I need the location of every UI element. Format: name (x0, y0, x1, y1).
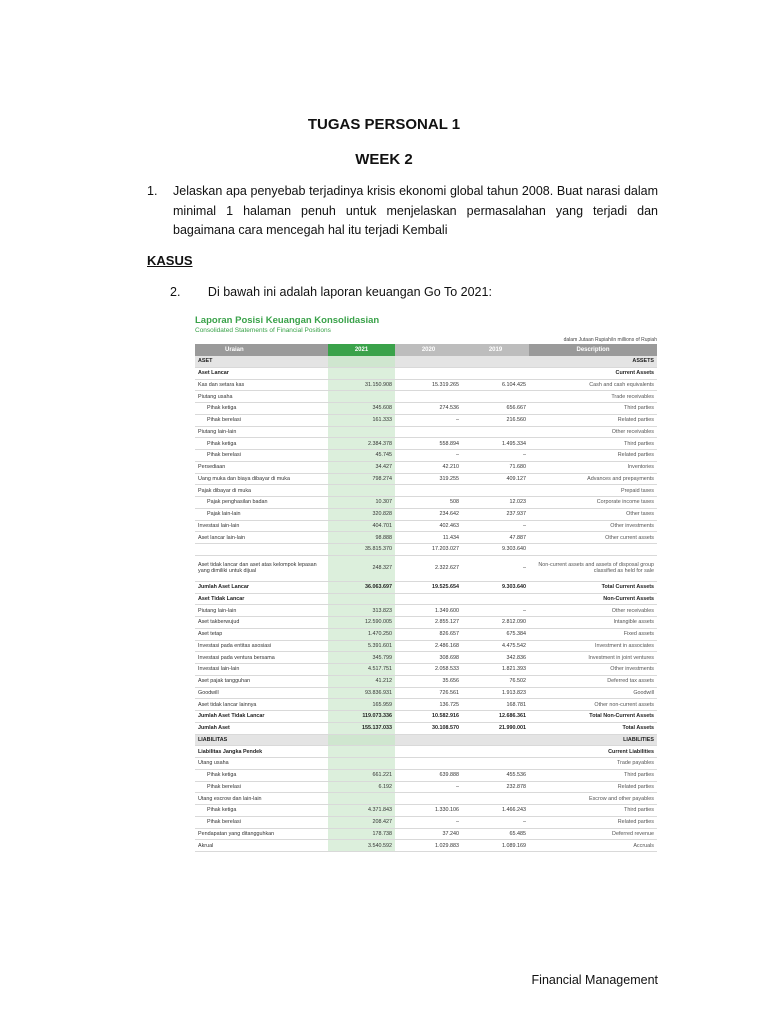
table-row (195, 367, 657, 379)
value-2020: 308.698 (395, 652, 462, 664)
value-2021 (328, 593, 395, 605)
row-description: Inventories (529, 461, 657, 473)
row-label: Pihak berelasi (195, 781, 328, 793)
value-2019: 65.485 (462, 828, 529, 840)
value-2019: – (462, 555, 529, 581)
row-label: Pihak ketiga (195, 769, 328, 781)
table-row (195, 485, 657, 497)
row-description: Accruals (529, 840, 657, 852)
row-description: Other investments (529, 664, 657, 676)
week-heading: WEEK 2 (355, 151, 413, 168)
value-2021: 5.391.601 (328, 640, 395, 652)
row-label: Pihak ketiga (195, 403, 328, 415)
value-2021: 41.212 (328, 675, 395, 687)
table-row (195, 605, 657, 617)
row-label: Jumlah Aset (195, 722, 328, 734)
value-2019 (462, 758, 529, 770)
table-row (195, 403, 657, 415)
table-row (195, 555, 657, 581)
row-description: Non-Current Assets (529, 593, 657, 605)
row-label: Kas dan setara kas (195, 379, 328, 391)
row-label: Akrual (195, 840, 328, 852)
row-label: Aset lancar lain-lain (195, 532, 328, 544)
value-2019: – (462, 450, 529, 462)
row-description: Total Current Assets (529, 581, 657, 593)
value-2019: 1.495.334 (462, 438, 529, 450)
value-2020 (395, 593, 462, 605)
value-2019: 12.686.361 (462, 711, 529, 723)
report-subtitle: Consolidated Statements of Financial Positions (195, 327, 331, 334)
value-2019: 216.560 (462, 414, 529, 426)
value-2019 (462, 426, 529, 438)
table-header-row (195, 344, 657, 356)
row-description (529, 544, 657, 556)
row-label (195, 544, 328, 556)
value-2019 (462, 734, 529, 746)
value-2021: 98.888 (328, 532, 395, 544)
value-2019: – (462, 520, 529, 532)
value-2020: – (395, 414, 462, 426)
value-2019: 656.667 (462, 403, 529, 415)
table-row (195, 461, 657, 473)
row-label: Pajak penghasilan badan (195, 497, 328, 509)
value-2020: 17.203.027 (395, 544, 462, 556)
value-2020: 558.894 (395, 438, 462, 450)
header-2019: 2019 (462, 344, 529, 356)
row-description: Third parties (529, 438, 657, 450)
value-2021: 661.221 (328, 769, 395, 781)
value-2021 (328, 485, 395, 497)
row-label: Pihak ketiga (195, 438, 328, 450)
value-2021: 6.192 (328, 781, 395, 793)
row-description: Other taxes (529, 508, 657, 520)
kasus-heading: KASUS (147, 253, 193, 268)
value-2021: 178.738 (328, 828, 395, 840)
row-label: LIABILITAS (195, 734, 328, 746)
value-2019: 342.836 (462, 652, 529, 664)
value-2020 (395, 391, 462, 403)
value-2019: 168.781 (462, 699, 529, 711)
value-2021: 45.745 (328, 450, 395, 462)
table-row (195, 793, 657, 805)
value-2021: 4.517.751 (328, 664, 395, 676)
value-2020: 30.108.570 (395, 722, 462, 734)
value-2020: – (395, 450, 462, 462)
row-label: Utang usaha (195, 758, 328, 770)
header-description: Description (529, 344, 657, 356)
value-2020: – (395, 781, 462, 793)
row-description: Related parties (529, 781, 657, 793)
table-row (195, 508, 657, 520)
row-label: Investasi lain-lain (195, 520, 328, 532)
header-2021: 2021 (328, 344, 395, 356)
value-2019: 2.812.090 (462, 617, 529, 629)
value-2021: 320.828 (328, 508, 395, 520)
table-row (195, 544, 657, 556)
value-2020: 10.582.916 (395, 711, 462, 723)
table-row (195, 356, 657, 367)
row-description: Escrow and other payables (529, 793, 657, 805)
row-label: Pendapatan yang ditangguhkan (195, 828, 328, 840)
table-row (195, 805, 657, 817)
value-2020: 136.725 (395, 699, 462, 711)
header-uraian: Uraian (195, 344, 328, 356)
row-label: Liabilitas Jangka Pendek (195, 746, 328, 758)
row-label: Pihak berelasi (195, 816, 328, 828)
value-2020: 15.319.265 (395, 379, 462, 391)
value-2021: 798.274 (328, 473, 395, 485)
table-row (195, 769, 657, 781)
row-description: Other investments (529, 520, 657, 532)
value-2021: 345.799 (328, 652, 395, 664)
row-description: Fixed assets (529, 628, 657, 640)
value-2021: 2.384.378 (328, 438, 395, 450)
value-2021 (328, 793, 395, 805)
value-2021: 248.327 (328, 555, 395, 581)
table-row (195, 687, 657, 699)
row-description: ASSETS (529, 356, 657, 367)
row-description: Trade receivables (529, 391, 657, 403)
row-description: Related parties (529, 816, 657, 828)
row-label: Aset takberwujud (195, 617, 328, 629)
value-2019 (462, 356, 529, 367)
row-label: Aset pajak tangguhan (195, 675, 328, 687)
table-row (195, 828, 657, 840)
row-description: Corporate income taxes (529, 497, 657, 509)
table-row (195, 617, 657, 629)
row-description: Total Non-Current Assets (529, 711, 657, 723)
table-row (195, 532, 657, 544)
table-row (195, 652, 657, 664)
value-2020: 35.656 (395, 675, 462, 687)
value-2020: 508 (395, 497, 462, 509)
row-description: Trade payables (529, 758, 657, 770)
row-description: Other receivables (529, 426, 657, 438)
value-2019: 1.821.393 (462, 664, 529, 676)
table-row (195, 675, 657, 687)
value-2020 (395, 485, 462, 497)
value-2021 (328, 746, 395, 758)
row-description: Other non-current assets (529, 699, 657, 711)
row-description: Other current assets (529, 532, 657, 544)
table-row (195, 497, 657, 509)
table-row (195, 438, 657, 450)
table-row (195, 711, 657, 723)
row-description: Cash and cash equivalents (529, 379, 657, 391)
value-2019: 12.023 (462, 497, 529, 509)
table-row (195, 699, 657, 711)
row-description: Current Assets (529, 367, 657, 379)
row-label: Investasi pada entitas asosiasi (195, 640, 328, 652)
header-2020: 2020 (395, 344, 462, 356)
value-2021 (328, 758, 395, 770)
row-label: Pihak berelasi (195, 414, 328, 426)
row-description: Third parties (529, 403, 657, 415)
value-2020: 639.888 (395, 769, 462, 781)
value-2020 (395, 367, 462, 379)
value-2021: 12.590.005 (328, 617, 395, 629)
table-row (195, 414, 657, 426)
value-2020: 42.210 (395, 461, 462, 473)
value-2020 (395, 426, 462, 438)
value-2020: 2.486.168 (395, 640, 462, 652)
row-label: Pajak lain-lain (195, 508, 328, 520)
value-2019 (462, 793, 529, 805)
table-row (195, 722, 657, 734)
value-2021: 36.063.697 (328, 581, 395, 593)
value-2021 (328, 391, 395, 403)
table-row (195, 628, 657, 640)
row-description: Deferred tax assets (529, 675, 657, 687)
value-2021 (328, 367, 395, 379)
question-1 (147, 182, 658, 241)
value-2021: 1.470.250 (328, 628, 395, 640)
value-2019: 237.937 (462, 508, 529, 520)
value-2020 (395, 793, 462, 805)
footer-text: Financial Management (531, 973, 658, 987)
value-2020: – (395, 816, 462, 828)
row-label: Utang escrow dan lain-lain (195, 793, 328, 805)
value-2021 (328, 356, 395, 367)
row-label: Investasi pada ventura bersama (195, 652, 328, 664)
value-2019: 1.089.169 (462, 840, 529, 852)
value-2021: 4.371.843 (328, 805, 395, 817)
value-2019: 71.680 (462, 461, 529, 473)
value-2019: 409.127 (462, 473, 529, 485)
value-2021: 31.150.908 (328, 379, 395, 391)
value-2019: 4.475.542 (462, 640, 529, 652)
page-title: TUGAS PERSONAL 1 (307, 116, 461, 133)
question-2 (170, 285, 492, 299)
value-2021: 93.836.931 (328, 687, 395, 699)
value-2020: 37.240 (395, 828, 462, 840)
value-2019 (462, 746, 529, 758)
balance-sheet-table (195, 344, 657, 852)
value-2020: 1.349.600 (395, 605, 462, 617)
table-row (195, 734, 657, 746)
row-label: Goodwill (195, 687, 328, 699)
value-2020: 2.322.627 (395, 555, 462, 581)
value-2021: 155.137.033 (328, 722, 395, 734)
table-row (195, 593, 657, 605)
value-2019 (462, 367, 529, 379)
row-label: Investasi lain-lain (195, 664, 328, 676)
value-2019: 455.536 (462, 769, 529, 781)
value-2019: – (462, 816, 529, 828)
table-row (195, 781, 657, 793)
value-2019: 6.104.425 (462, 379, 529, 391)
table-row (195, 426, 657, 438)
table-row (195, 520, 657, 532)
value-2019: 47.887 (462, 532, 529, 544)
row-description: Investment in associates (529, 640, 657, 652)
value-2020: 402.463 (395, 520, 462, 532)
value-2019 (462, 391, 529, 403)
row-label: Pihak ketiga (195, 805, 328, 817)
value-2019 (462, 593, 529, 605)
value-2020: 274.536 (395, 403, 462, 415)
value-2019: 1.913.823 (462, 687, 529, 699)
value-2020 (395, 746, 462, 758)
row-description: Other receivables (529, 605, 657, 617)
value-2021 (328, 426, 395, 438)
value-2019 (462, 485, 529, 497)
row-label: Pajak dibayar di muka (195, 485, 328, 497)
row-description: Goodwill (529, 687, 657, 699)
row-label: Aset tetap (195, 628, 328, 640)
row-label: ASET (195, 356, 328, 367)
row-label: Uang muka dan biaya dibayar di muka (195, 473, 328, 485)
table-row (195, 450, 657, 462)
value-2021: 3.540.592 (328, 840, 395, 852)
row-label: Piutang lain-lain (195, 605, 328, 617)
row-description: Total Assets (529, 722, 657, 734)
row-label: Piutang lain-lain (195, 426, 328, 438)
value-2019: 21.990.001 (462, 722, 529, 734)
value-2019: 232.878 (462, 781, 529, 793)
value-2020: 234.642 (395, 508, 462, 520)
value-2021: 161.333 (328, 414, 395, 426)
value-2021: 313.823 (328, 605, 395, 617)
value-2020: 2.058.533 (395, 664, 462, 676)
value-2021: 345.608 (328, 403, 395, 415)
question-1-text: Jelaskan apa penyebab terjadinya krisis ekonomi global tahun 2008. Buat narasi dalam minimal 1 halaman penuh untuk menjelaskan permasalahan yang terjadi dan bagaimana cara mencegah hal itu terjadi Kembali (173, 184, 658, 237)
value-2021: 10.307 (328, 497, 395, 509)
table-row (195, 840, 657, 852)
row-label: Aset tidak lancar lainnya (195, 699, 328, 711)
value-2021: 119.073.336 (328, 711, 395, 723)
table-row (195, 391, 657, 403)
question-1-number: 1. (147, 184, 158, 198)
value-2021: 208.427 (328, 816, 395, 828)
value-2021: 165.959 (328, 699, 395, 711)
value-2020: 319.255 (395, 473, 462, 485)
row-description: Investment in joint ventures (529, 652, 657, 664)
value-2020: 726.561 (395, 687, 462, 699)
row-description: Advances and prepayments (529, 473, 657, 485)
question-2-number: 2. (170, 285, 181, 299)
row-label: Aset tidak lancar dan aset atas kelompok lepasan yang dimiliki untuk dijual (195, 555, 328, 581)
value-2020: 11.434 (395, 532, 462, 544)
value-2021: 35.815.370 (328, 544, 395, 556)
value-2020: 1.029.883 (395, 840, 462, 852)
row-label: Aset Tidak Lancar (195, 593, 328, 605)
row-description: Prepaid taxes (529, 485, 657, 497)
report-unit: dalam Jutaan Rupiah/in millions of Rupiah (563, 337, 657, 343)
table-row (195, 581, 657, 593)
table-row (195, 379, 657, 391)
table-row (195, 664, 657, 676)
table-row (195, 473, 657, 485)
value-2019: 1.466.243 (462, 805, 529, 817)
value-2019: 9.303.640 (462, 544, 529, 556)
row-description: LIABILITIES (529, 734, 657, 746)
value-2021: 34.427 (328, 461, 395, 473)
value-2021: 404.701 (328, 520, 395, 532)
report-title: Laporan Posisi Keuangan Konsolidasian (195, 315, 380, 326)
row-description: Related parties (529, 450, 657, 462)
value-2020 (395, 356, 462, 367)
row-label: Piutang usaha (195, 391, 328, 403)
value-2019: – (462, 605, 529, 617)
row-description: Intangible assets (529, 617, 657, 629)
row-description: Related parties (529, 414, 657, 426)
value-2019: 76.502 (462, 675, 529, 687)
table-row (195, 640, 657, 652)
table-row (195, 746, 657, 758)
row-description: Current Liabilities (529, 746, 657, 758)
value-2019: 675.384 (462, 628, 529, 640)
row-label: Jumlah Aset Lancar (195, 581, 328, 593)
row-description: Third parties (529, 769, 657, 781)
question-2-text: Di bawah ini adalah laporan keuangan Go To 2021: (207, 285, 492, 299)
row-label: Pihak berelasi (195, 450, 328, 462)
value-2020 (395, 734, 462, 746)
row-description: Third parties (529, 805, 657, 817)
value-2020: 2.855.127 (395, 617, 462, 629)
table-row (195, 816, 657, 828)
financial-report (195, 315, 657, 852)
value-2020: 19.525.654 (395, 581, 462, 593)
value-2020 (395, 758, 462, 770)
row-label: Persediaan (195, 461, 328, 473)
row-label: Aset Lancar (195, 367, 328, 379)
value-2021 (328, 734, 395, 746)
value-2019: 9.303.640 (462, 581, 529, 593)
value-2020: 1.330.106 (395, 805, 462, 817)
table-row (195, 758, 657, 770)
row-label: Jumlah Aset Tidak Lancar (195, 711, 328, 723)
row-description: Deferred revenue (529, 828, 657, 840)
value-2020: 826.657 (395, 628, 462, 640)
row-description: Non-current assets and assets of disposal group classified as held for sale (529, 555, 657, 581)
